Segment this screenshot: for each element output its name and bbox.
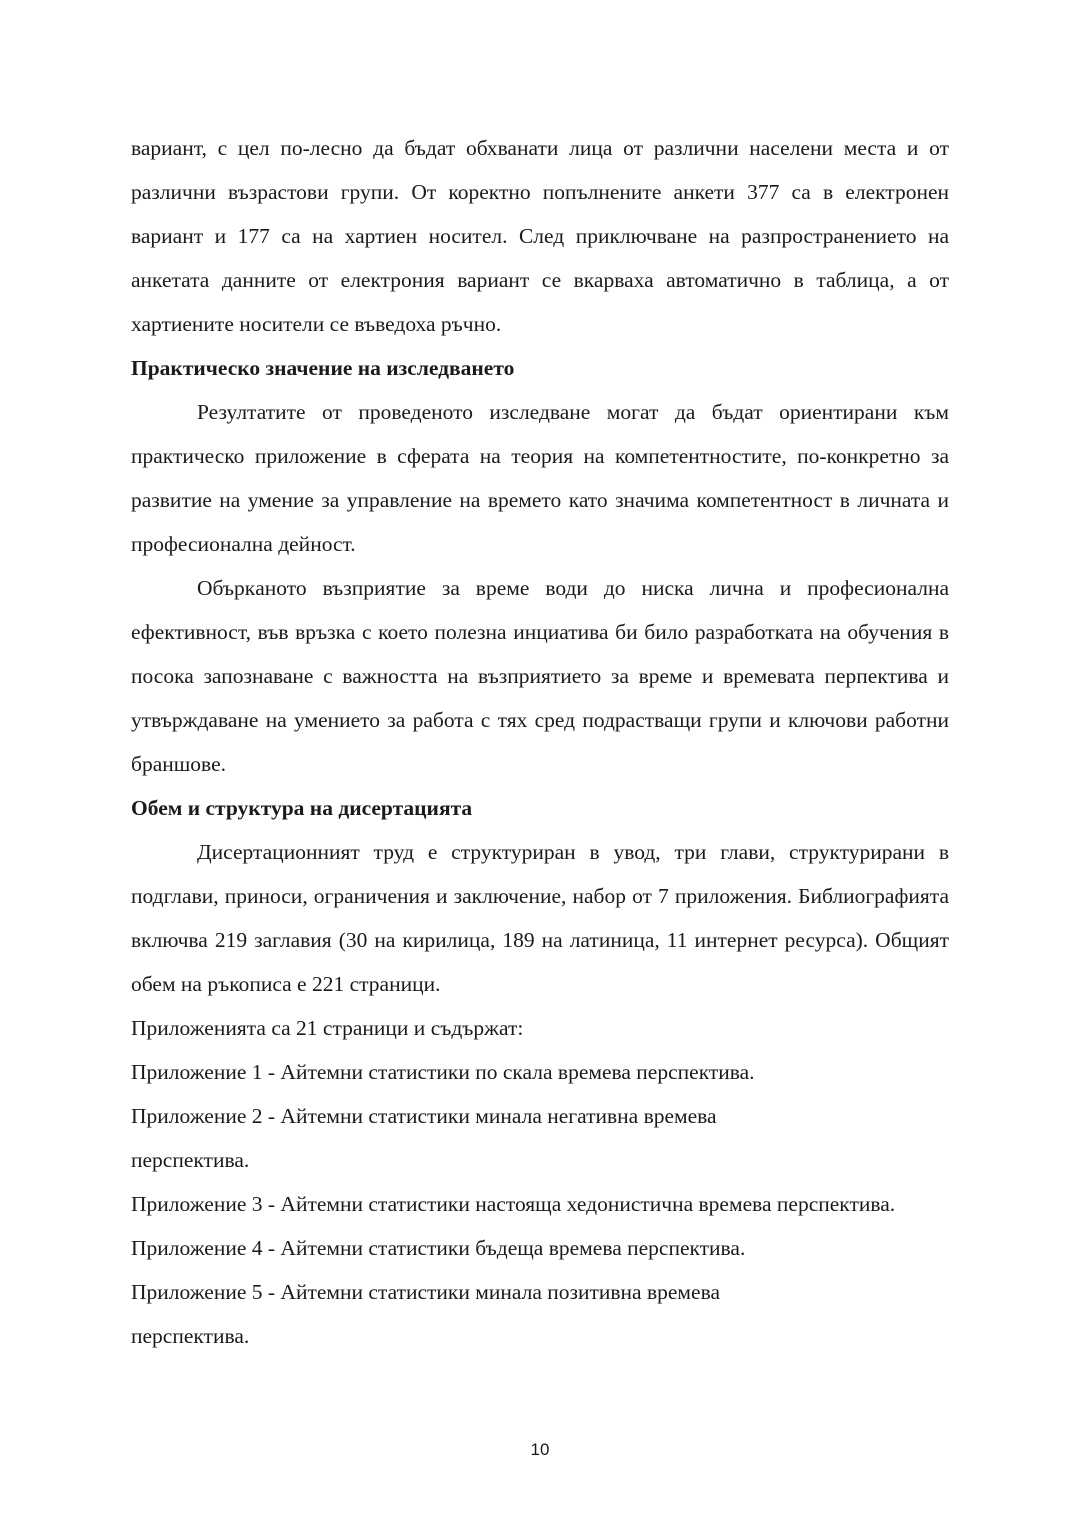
document-page	[131, 126, 949, 1358]
page-number: 10	[530, 1440, 550, 1459]
appendix-item: Приложение 5 - Айтемни статистики минала позитивна времева перспектива.	[131, 1280, 720, 1348]
intro-paragraph: вариант, с цел по-лесно да бъдат обхванати лица от различни населени места и от различни възрастови групи. От коректно попълнените анкети 377 са в електронен вариант и 177 са на хартиен носител. След приключване на разпространението на анкетата данните от електрония вариант се вкарваха автоматично в таблица, а от хартиените носители се въведоха ръчно.	[131, 136, 949, 336]
structure-paragraph-1: Дисертационният труд е структуриран в увод, три глави, структурирани в подглави, приноси, ограничения и заключение, набор от 7 приложения. Библиографията включва 219 заглавия (30 на кирилица, 189 на латиница, 11 интернет ресурса). Общият обем на ръкописа е 221 страници.	[131, 840, 949, 996]
practical-paragraph-1: Резултатите от проведеното изследване могат да бъдат ориентирани към практическо приложение в сферата на теория на компетентностите, по-конкретно за развитие на умение за управление на времето като значима компетентност в личната и професионална дейност.	[131, 400, 949, 556]
appendix-item: Приложение 4 - Айтемни статистики бъдеща времева перспектива.	[131, 1236, 746, 1260]
practical-paragraph-2: Объркaното възприятие за време води до ниска лична и професионална ефективност, във връзка с което полезна инциатива би било разработката на обучения в посока запознаване с важността на възприятието за време и времевата перпектива и утвърждаване на умението за работа с тях сред подрастващи групи и ключови работни браншове.	[131, 576, 949, 776]
appendix-item: Приложение 3 - Айтемни статистики настояща хедонистична времева перспектива.	[131, 1192, 896, 1216]
appendices-intro: Приложенията са 21 страници и съдържат:	[131, 1016, 524, 1040]
practical-significance-heading: Практическо значение на изследването	[131, 356, 515, 380]
structure-heading: Обем и структура на дисертацията	[131, 796, 473, 820]
appendix-item: Приложение 1 - Айтемни статистики по скала времева перспектива.	[131, 1060, 755, 1084]
appendix-item: Приложение 2 - Айтемни статистики минала негативна времева перспектива.	[131, 1104, 717, 1172]
